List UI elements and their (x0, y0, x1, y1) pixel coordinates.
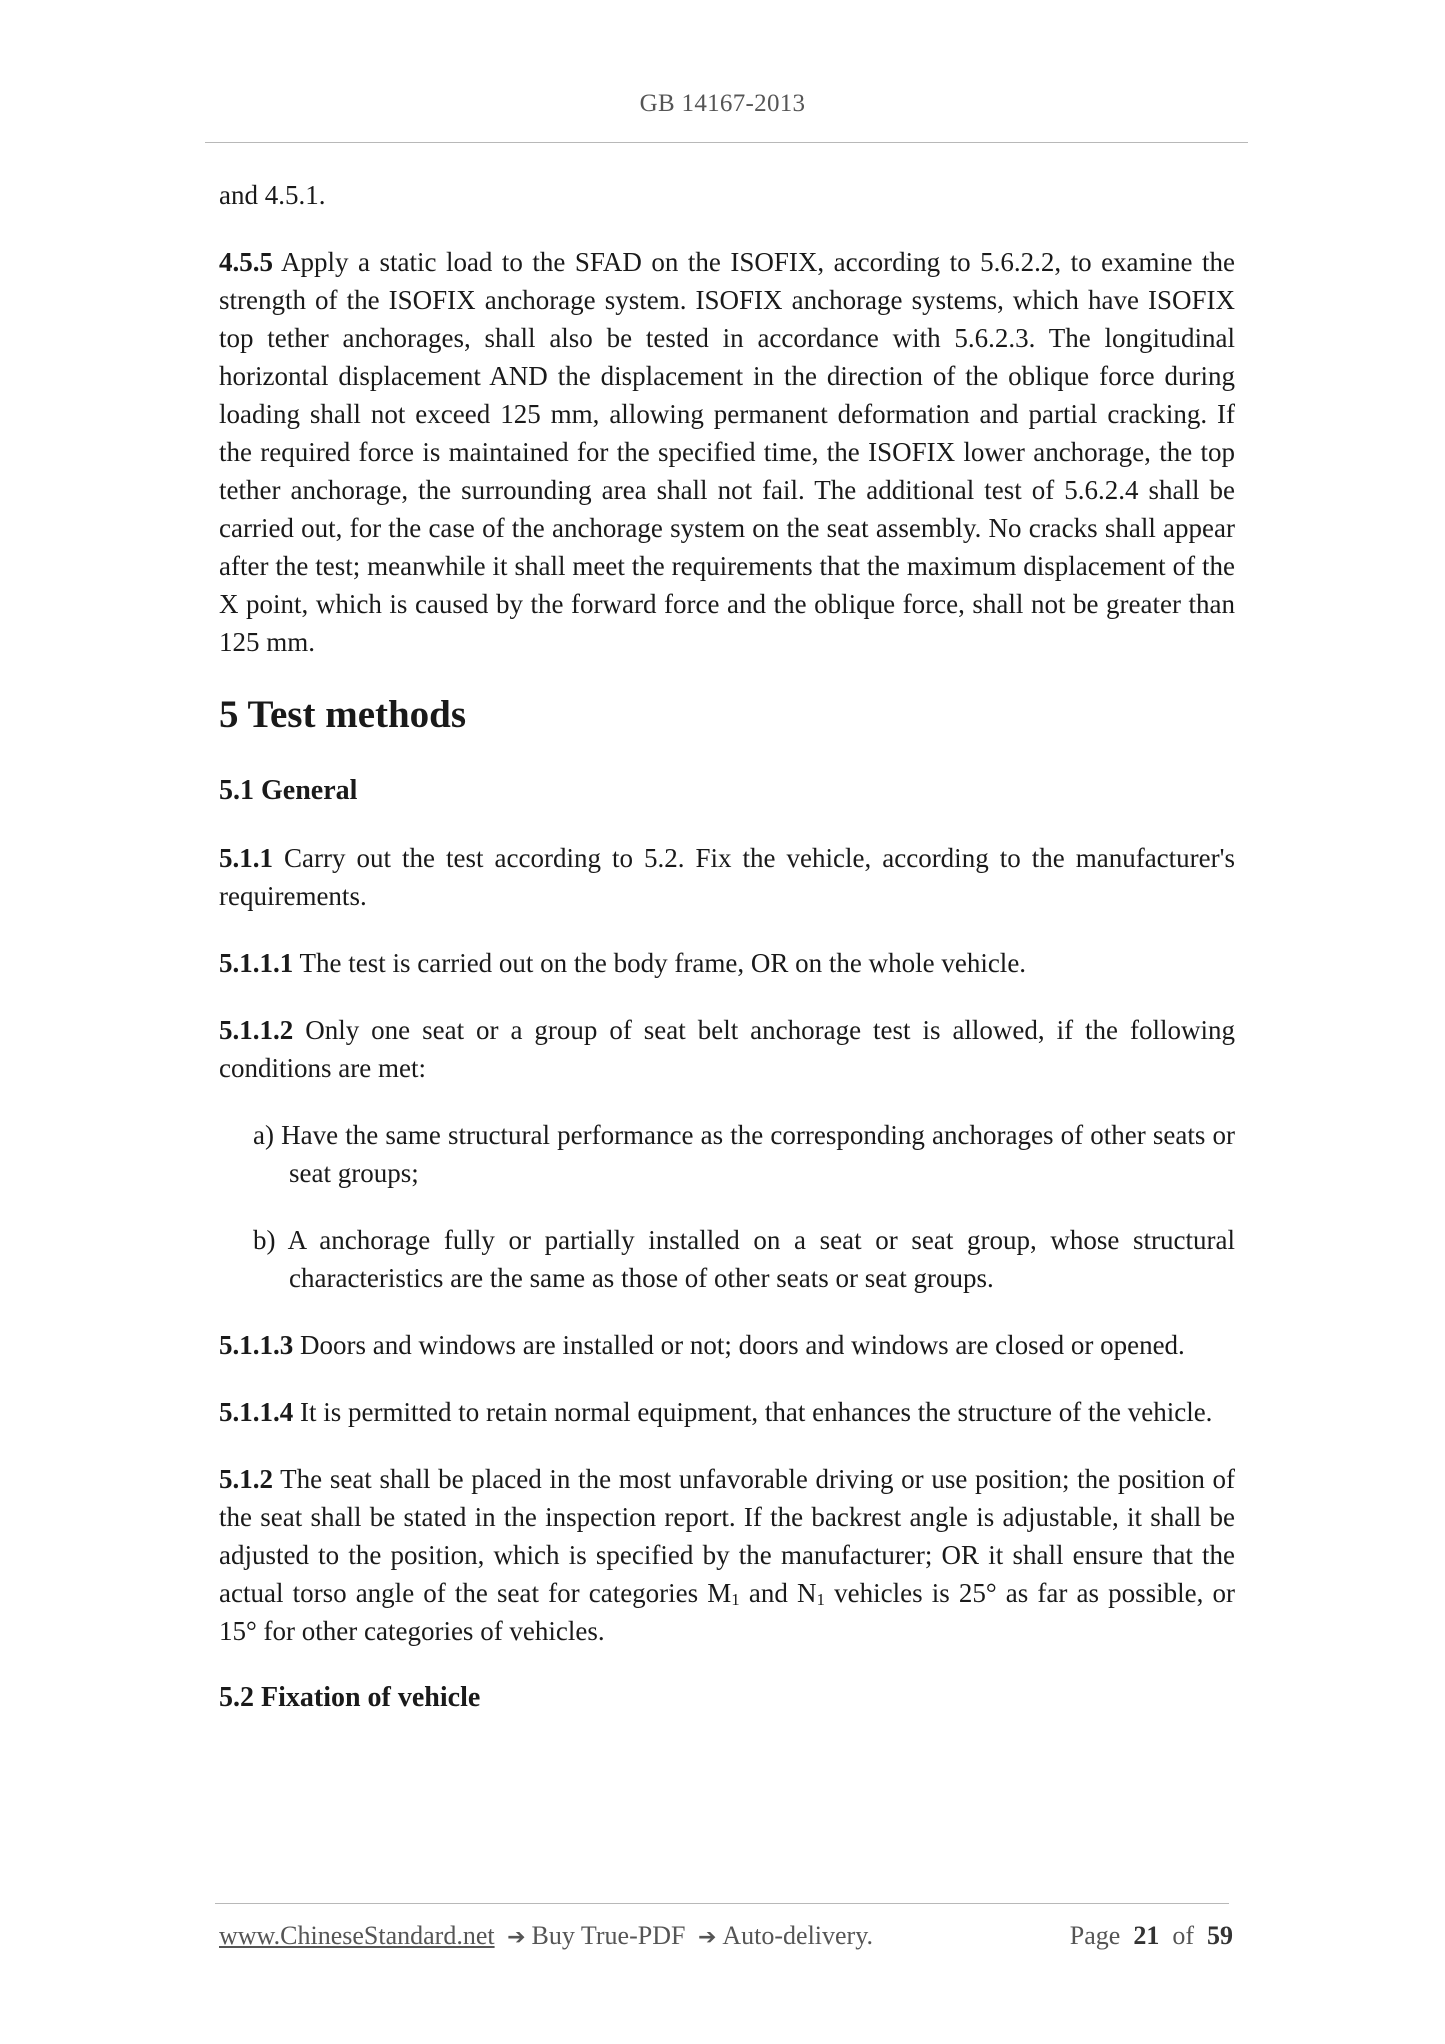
total-pages-number: 59 (1207, 1921, 1233, 1950)
website-link[interactable]: www.ChineseStandard.net (219, 1921, 495, 1950)
arrow-right-icon: ➔ (697, 1925, 717, 1950)
arrow-right-icon: ➔ (507, 1925, 526, 1950)
page-indicator: Page 21 of 59 (1069, 1921, 1233, 1950)
clause-number: 5.1.1.1 (219, 948, 294, 978)
auto-delivery-text: Auto-delivery. (722, 1921, 874, 1950)
clause-4-5-5: 4.5.5 Apply a static load to the SFAD on the ISOFIX, according to 5.6.2.2, to examine the strength of the ISOFIX anchorage system. ISOFIX anchorage systems, which have ISOFIX top tether anchorages, shall also be tested in accordance with 5.6.2.3. The longitudinal horizontal displacement AND the displacement in the direction of the oblique force during loading shall not exceed 125 mm, allowing permanent deformation and partial cracking. If the required force is maintained for the specified time, the ISOFIX lower anchorage, the top tether anchorage, the surrounding area shall not fail. The additional test of 5.6.2.4 shall be carried out, for the case of the anchorage system on the seat assembly. No cracks shall appear after the test; meanwhile it shall meet the requirements that the maximum displacement of the X point, which is caused by the forward force and the oblique force, shall not be greater than 125 mm. (219, 247, 1235, 657)
clause-number: 5.1.1.2 (219, 1015, 294, 1045)
clause-5-1-2: 5.1.2 The seat shall be placed in the most unfavorable driving or use position; the position of the seat shall be stated in the inspection report. If the backrest angle is adjustable, it shall be adjusted to the position, which is specified by the manufacturer; OR it shall ensure that the actual torso angle of the seat for categories $M_1$ and $N_1$ vehicles is 25° as far as possible, or 15° for other categories of vehicles. (219, 1464, 1235, 1646)
list-item-b: b) A anchorage fully or partially installed on a seat or seat group, whose structural characteristics are the same as those of other seats or seat groups. (253, 1225, 1235, 1293)
clause-5-1-1-4: 5.1.1.4 It is permitted to retain normal equipment, that enhances the structure of the vehicle. (219, 1397, 1213, 1427)
document-code-header: GB 14167-2013 (639, 90, 806, 117)
buy-pdf-text: Buy True-PDF (531, 1921, 686, 1950)
subsection-heading-general: 5.1 General (219, 775, 358, 806)
clause-number: 4.5.5 (219, 247, 273, 277)
page-content (219, 176, 1235, 1746)
section-heading-test-methods: 5 Test methods (219, 693, 467, 736)
clause-5-1-1-1: 5.1.1.1 The test is carried out on the body frame, OR on the whole vehicle. (219, 948, 1027, 978)
clause-number: 5.1.2 (219, 1464, 273, 1494)
page-footer (219, 1918, 1233, 1956)
clause-number: 5.1.1.3 (219, 1330, 294, 1360)
clause-5-1-1-3: 5.1.1.3 Doors and windows are installed or not; doors and windows are closed or opened. (219, 1330, 1185, 1360)
header-divider (205, 142, 1248, 143)
footer-divider (215, 1903, 1229, 1904)
clause-5-1-1-2: 5.1.1.2 Only one seat or a group of seat belt anchorage test is allowed, if the following conditions are met: (219, 1015, 1235, 1083)
list-item-a: a) Have the same structural performance as the corresponding anchorages of other seats or seat groups; (253, 1120, 1235, 1188)
clause-number: 5.1.1.4 (219, 1397, 294, 1427)
clause-5-1-1: 5.1.1 Carry out the test according to 5.2. Fix the vehicle, according to the manufacturer's requirements. (219, 843, 1235, 911)
clause-number: 5.1.1 (219, 843, 273, 873)
subsection-heading-fixation: 5.2 Fixation of vehicle (219, 1682, 481, 1713)
current-page-number: 21 (1133, 1921, 1160, 1950)
continuation-text: and 4.5.1. (219, 180, 326, 210)
